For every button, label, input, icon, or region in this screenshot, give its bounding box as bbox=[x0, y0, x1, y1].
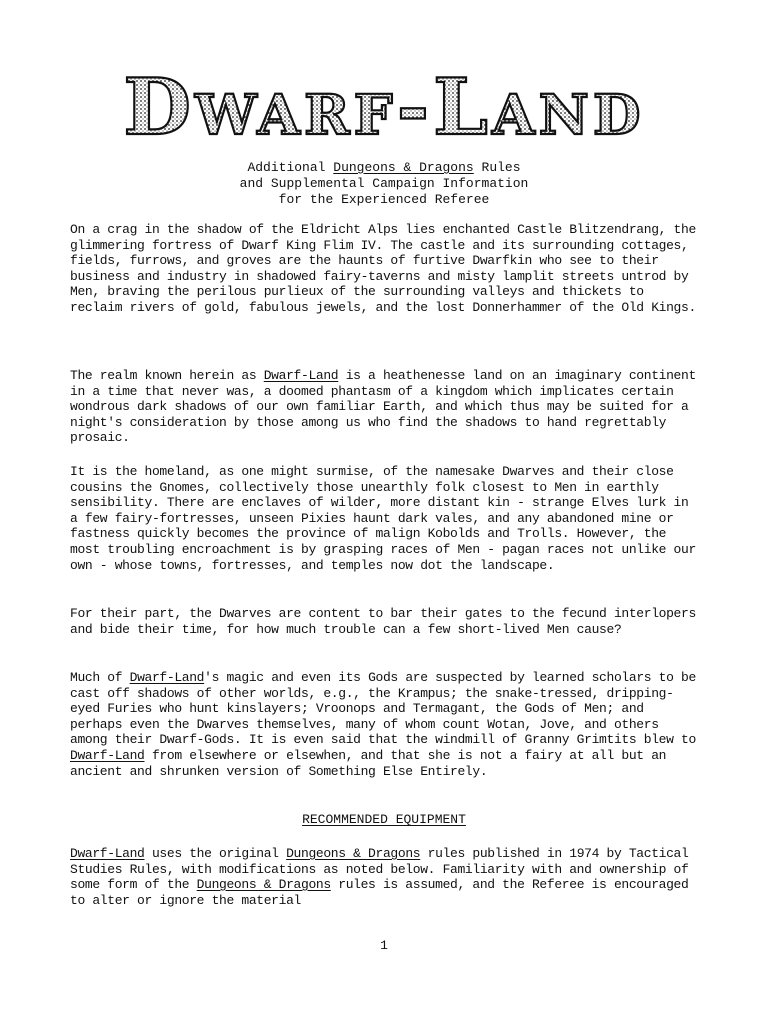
paragraph-5: Much of Dwarf-Land's magic and even its Gods are suspected by learned scholars to be cast off shadows of other worlds, e.g., the Krampus; the snake-tressed, dripping-eyed Furies who hunt kinslayers; Vroonops and Termagant, the Gods of Men; and perhaps even the Dwarves themselves, many of whom count Wotan, Jove, and others among their Dwarf-Gods. It is even said that the windmill of Granny Grimtits blew to Dwarf-Land from elsewhere or elsewhen, and that she is not a fairy at all but an ancient and shrunken version of Something Else Entirely. bbox=[70, 670, 696, 779]
dnd-title-link: Dungeons & Dragons bbox=[333, 160, 474, 175]
title-banner bbox=[64, 64, 704, 154]
subtitle-line-3: for the Experienced Referee bbox=[278, 192, 490, 207]
dwarf-land-ref: Dwarf-Land bbox=[129, 670, 205, 685]
paragraph-3: It is the homeland, as one might surmise, of the namesake Dwarves and their close cousins the Gnomes, collectively those unearthly folk closest to Men in earthly sensibility. There are enclaves of wilder, more distant kin - strange Elves lurk in a few fairy-fortresses, unseen Pixies haunt dark vales, and any abandoned mine or fastness quickly becomes the province of malign Kobolds and Trolls. However, the most troubling encroachment is by grasping races of Men - pagan races not unlike our own - whose towns, fortresses, and temples now dot the landscape. bbox=[70, 464, 696, 573]
subtitle-line-2: and Supplemental Campaign Information bbox=[239, 176, 529, 191]
dnd-ref: Dungeons & Dragons bbox=[286, 846, 421, 861]
paragraph-6: Dwarf-Land uses the original Dungeons & Dragons rules published in 1974 by Tactical Studies Rules, with modifications as noted below. Familiarity with and ownership of some form of the Dungeons & Dragons rules is assumed, and the Referee is encouraged to alter or ignore the material bbox=[70, 846, 689, 908]
page-title: Dwarf-Land bbox=[123, 64, 645, 153]
dwarf-land-ref: Dwarf-Land bbox=[70, 846, 145, 861]
dwarf-land-ref: Dwarf-Land bbox=[263, 368, 339, 383]
paragraph-1: On a crag in the shadow of the Eldricht Alps lies enchanted Castle Blitzendrang, the glimmering fortress of Dwarf King Flim IV. The castle and its surrounding cottages, fields, furrows, and groves are the haunts of furtive Dwarfkin who see to their business and industry in shadowed fairy-taverns and misty lamplit streets untrod by Men, braving the perilous purlieux of the surrounding valleys and thickets to reclaim rivers of gold, fabulous jewels, and the lost Donnerhammer of the Old Kings. bbox=[70, 222, 696, 315]
section-heading: RECOMMENDED EQUIPMENT bbox=[302, 812, 466, 827]
title-logo bbox=[64, 64, 704, 154]
subtitle-line-1: Additional Dungeons & Dragons Rules bbox=[247, 160, 521, 175]
subtitle bbox=[64, 160, 704, 208]
dwarf-land-ref: Dwarf-Land bbox=[70, 747, 145, 763]
page-number: 1 bbox=[380, 938, 388, 953]
paragraph-2: The realm known herein as Dwarf-Land is a heathenesse land on an imaginary continent in a time that never was, a doomed phantasm of a kingdom which implicates certain wondrous dark shadows of our own familiar Earth, and which thus may be suited for a night's consideration by those among us who find the shadows to hand regrettably prosaic. bbox=[70, 368, 696, 446]
paragraph-4: For their part, the Dwarves are content to bar their gates to the fecund interlopers and bide their time, for how much trouble can a few short-lived Men cause? bbox=[70, 606, 696, 637]
dnd-ref: Dungeons & Dragons bbox=[196, 877, 331, 893]
